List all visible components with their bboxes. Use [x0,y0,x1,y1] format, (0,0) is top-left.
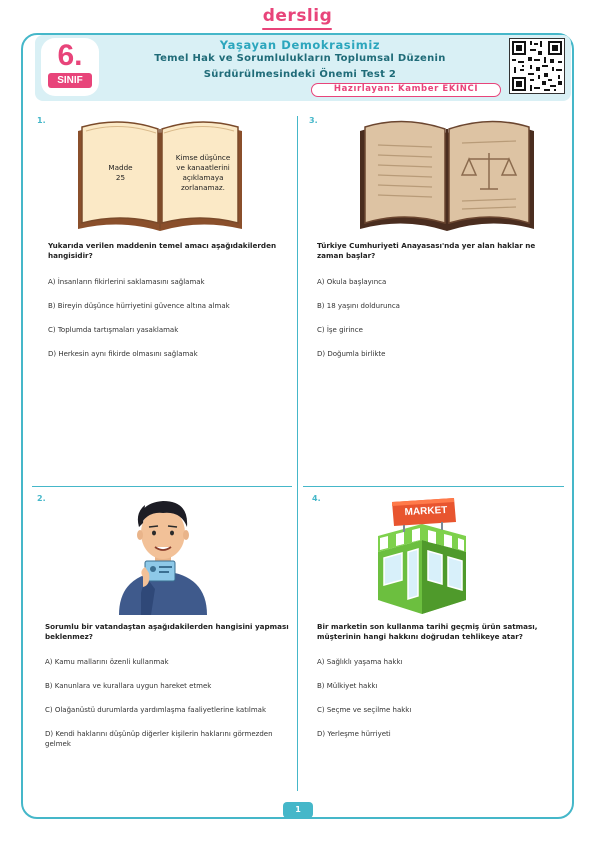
answer-option[interactable]: A) Okula başlayınca [317,278,387,286]
answer-option[interactable]: B) 18 yaşını doldurunca [317,302,400,310]
page-title: Yaşayan Demokrasimiz [219,38,381,52]
question-number: 2. [37,494,46,503]
column-divider [297,116,298,791]
question-stem: Türkiye Cumhuriyeti Anayasası'nda yer alan haklar ne zaman başlar? [317,241,536,260]
answer-option[interactable]: B) Mülkiyet hakkı [317,682,378,690]
row-divider-left [32,486,292,487]
question-stem: Bir marketin son kullanma tarihi geçmiş ürün satması, müşterinin hangi hakkını doğrudan tehlikeye atar? [317,622,538,641]
answer-option[interactable]: B) Kanunlara ve kurallara uygun hareket etmek [45,682,212,690]
market-sign-text: MARKET [404,504,448,519]
question-number: 3. [309,116,318,125]
answer-option[interactable]: C) Toplumda tartışmaları yasaklamak [48,326,179,334]
answer-option[interactable]: B) Bireyin düşünce hürriyetini güvence altına almak [48,302,230,310]
row-divider-right [303,486,564,487]
book-right-text: Kimse düşünce ve kanaatlerini açıklamaya zorlanamaz. [175,153,231,192]
page-subtitle-line1: Temel Hak ve Sorumlulukların Toplumsal Düzenin [154,53,446,64]
question-stem: Sorumlu bir vatandaştan aşağıdakilerden hangisini yapması beklenmez? [45,622,289,641]
author-badge: Hazırlayan: Kamber EKİNCİ [311,83,501,97]
answer-option[interactable]: C) Olağanüstü durumlarda yardımlaşma faaliyetlerine katılmak [45,706,267,714]
question-number: 4. [312,494,321,503]
answer-option[interactable]: D) Doğumla birlikte [317,350,386,358]
question-stem: Yukarıda verilen maddenin temel amacı aşağıdakilerden hangisidir? [48,241,277,260]
answer-option[interactable]: A) Kamu mallarını özenli kullanmak [45,658,169,666]
grade-label: SINIF [48,73,92,88]
answer-option[interactable]: C) İşe girince [317,326,363,334]
answer-option[interactable]: A) Sağlıklı yaşama hakkı [317,658,403,666]
answer-option[interactable]: A) İnsanların fikirlerini saklamasını sağlamak [48,278,205,286]
brand-underline [262,28,332,30]
man-with-card-icon [115,493,211,615]
page-number: 1 [283,802,313,818]
page-subtitle-line2: Sürdürülmesindeki Önemi Test 2 [203,69,397,80]
law-book-icon [356,113,538,233]
answer-option[interactable]: D) Herkesin aynı fikirde olmasını sağlamak [48,350,198,358]
answer-option[interactable]: D) Yerleşme hürriyeti [317,730,391,738]
qr-code-icon[interactable] [509,38,565,94]
grade-badge [41,38,99,96]
book-left-text: Madde 25 [108,163,133,182]
grade-number: 6. [57,39,83,72]
brand-logo: derslig [262,6,333,26]
answer-option[interactable]: C) Seçme ve seçilme hakkı [317,706,412,714]
question-number: 1. [37,116,46,125]
answer-option[interactable]: D) Kendi haklarını düşünüp diğerler kişilerin haklarını görmezden gelmek [45,730,273,748]
